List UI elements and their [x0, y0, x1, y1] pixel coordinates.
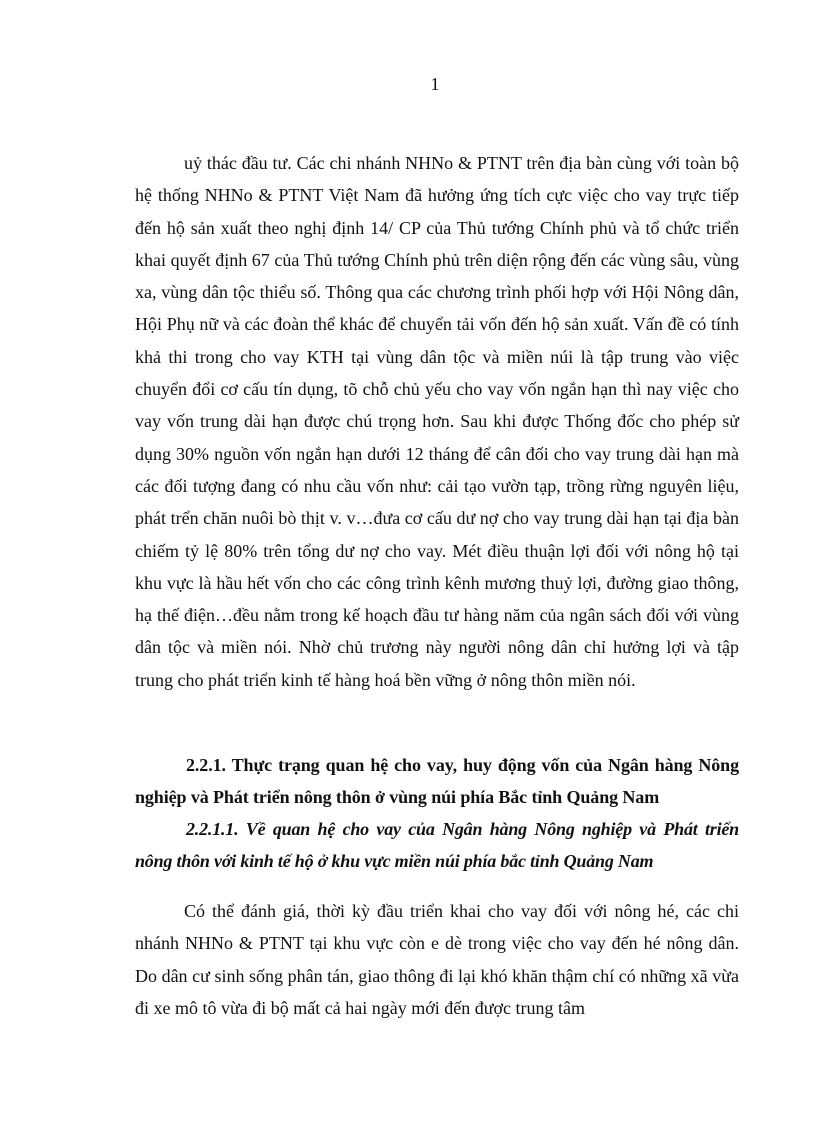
page-number: 1: [430, 74, 440, 94]
section-heading-2-2-1: 2.2.1. Thực trạng quan hệ cho vay, huy động vốn của Ngân hàng Nông nghiệp và Phát triển nông thôn ở vùng núi phía Bắc tỉnh Quảng Nam: [135, 755, 739, 807]
paragraph-intro: uỷ thác đầu tư. Các chi nhánh NHNo & PTNT trên địa bàn cùng với toàn bộ hệ thống NHNo & PTNT Việt Nam đã hưởng ứng tích cực việc cho vay trực tiếp đến hộ sản xuất theo nghị định 14/ CP của Thủ tướng Chính phủ và tổ chức triển khai quyết định 67 của Thủ tướng Chính phủ trên diện rộng đến các vùng sâu, vùng xa, vùng dân tộc thiểu số. Thông qua các chương trình phối hợp với Hội Nông dân, Hội Phụ nữ và các đoàn thể khác để chuyển tải vốn đến hộ sản xuất. Vấn đề có tính khả thi trong cho vay KTH tại vùng dân tộc và miền núi là tập trung vào việc chuyển đổi cơ cấu tín dụng, tõ chỗ chủ yếu cho vay vốn ngắn hạn thì nay việc cho vay vốn trung dài hạn được chú trọng hơn. Sau khi được Thống đốc cho phép sử dụng 30% nguồn vốn ngắn hạn dưới 12 tháng để cân đối cho vay trung dài hạn mà các đối tượng đang có nhu cầu vốn như: cải tạo vườn tạp, trồng rừng nguyên liệu, phát trển chăn nuôi bò thịt v. v…đưa cơ cấu dư nợ cho vay trung dài hạn tại địa bàn chiếm tỷ lệ 80% trên tổng dư nợ cho vay. Mét điều thuận lợi đối với nông hộ tại khu vực là hầu hết vốn cho các công trình kênh mương thuỷ lợi, đường giao thông, hạ thế điện…đều nằm trong kế hoạch đầu tư hàng năm của ngân sách đối với vùng dân tộc và miền nói. Nhờ chủ trương này người nông dân chỉ hưởng lợi và tập trung cho phát triển kinh tế hàng hoá bền vững ở nông thôn miền nói.: [135, 153, 739, 690]
paragraph-body: Có thể đánh giá, thời kỳ đầu triển khai cho vay đối với nông hé, các chi nhánh NHNo & PTNT tại khu vực còn e dè trong việc cho vay đến hé nông dân. Do dân cư sinh sống phân tán, giao thông đi lại khó khăn thậm chí có những xã vừa đi xe mô tô vừa đi bộ mất cả hai ngày mới đến được trung tâm: [135, 901, 739, 1018]
subsection-heading-2-2-1-1: 2.2.1.1. Về quan hệ cho vay của Ngân hàng Nông nghiệp và Phát triển nông thôn với kinh tế hộ ở khu vực miền núi phía bắc tỉnh Quảng Nam: [135, 819, 739, 871]
